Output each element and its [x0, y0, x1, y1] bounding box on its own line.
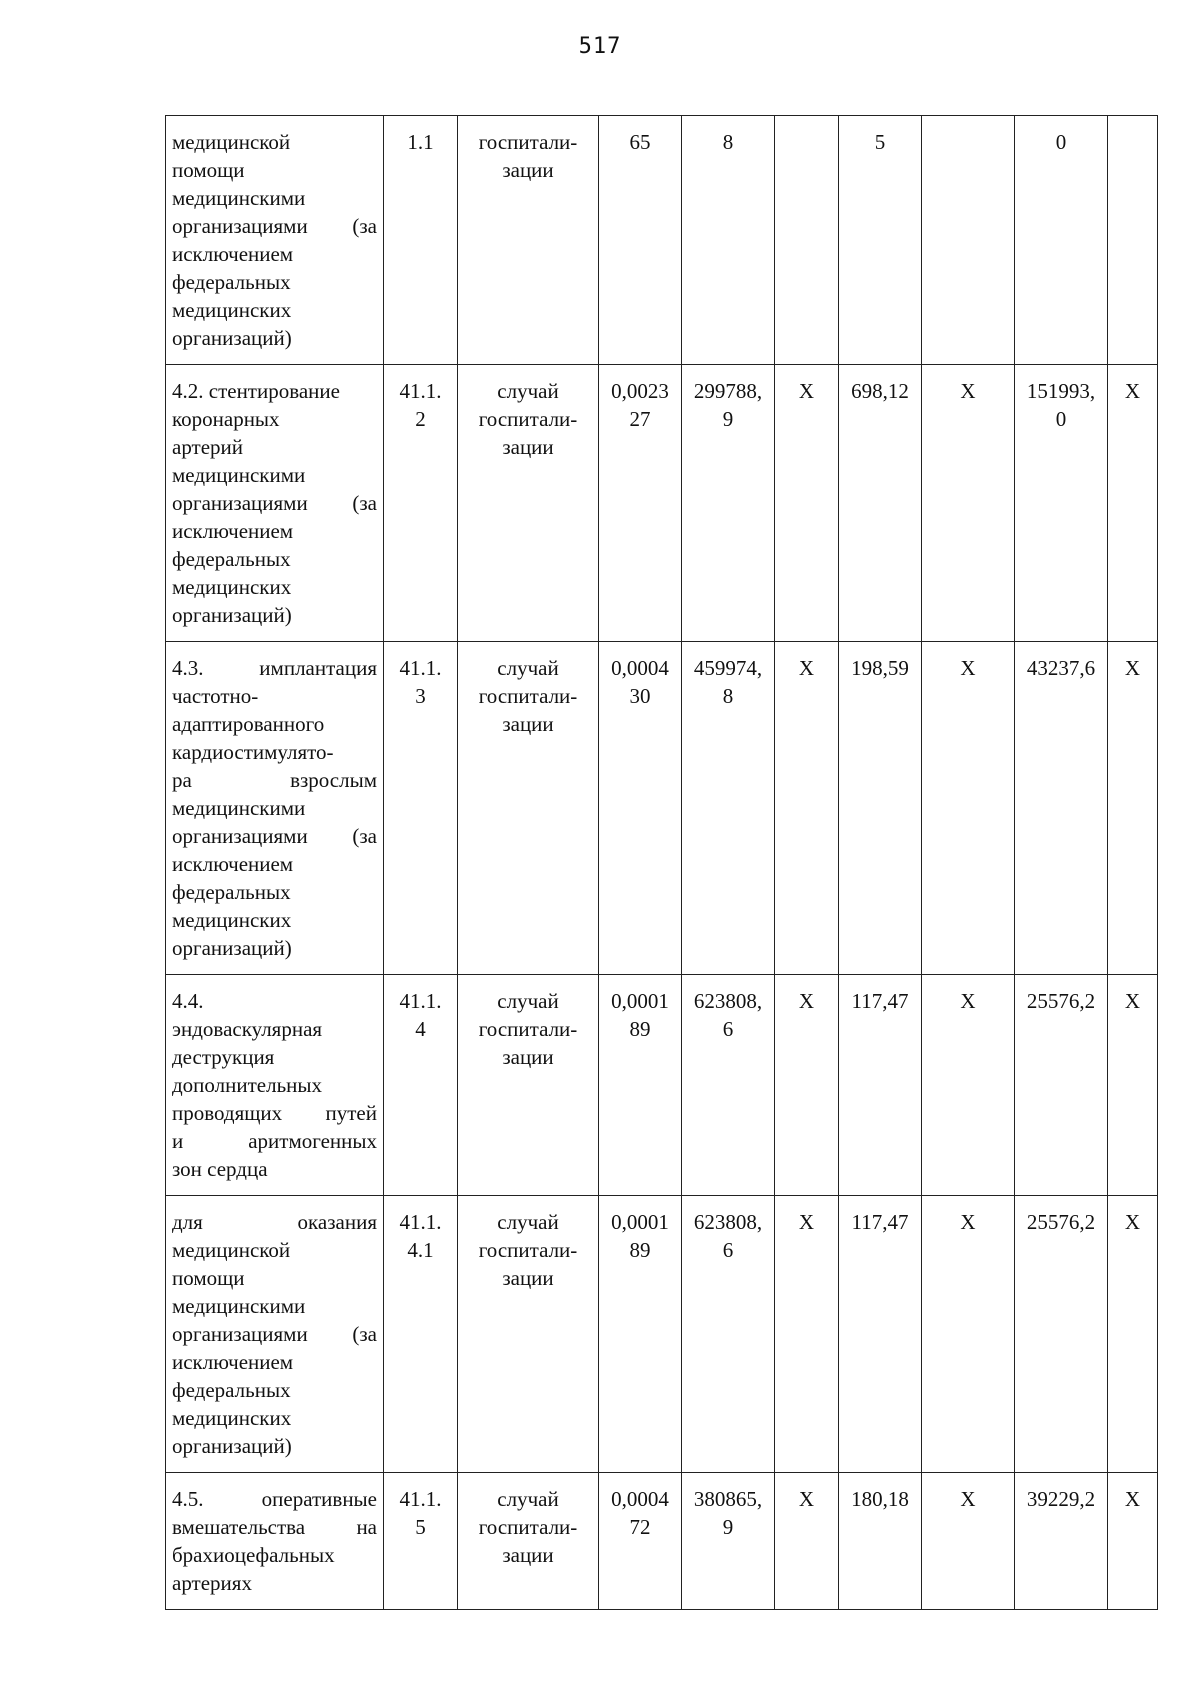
cell-line: 8: [722, 684, 734, 708]
cell-line: медицинских: [172, 298, 292, 322]
oms-per-capita-cell: [839, 975, 922, 1196]
cell-line: 89: [629, 1238, 651, 1262]
cell-line: 0: [1055, 130, 1067, 154]
norm-volume-cell: [599, 1196, 682, 1473]
cell-line: X: [798, 1210, 815, 1234]
cell-line: госпитали-: [478, 1238, 578, 1262]
oms-total-cell: [1015, 975, 1108, 1196]
cell-line: зации: [502, 1045, 554, 1069]
cell-line: 43237,6: [1026, 656, 1096, 680]
row-code-cell: [384, 1196, 458, 1473]
unit-cell: [458, 116, 599, 365]
cell-line: 198,59: [851, 656, 909, 680]
cell-line: 0,0023: [611, 379, 669, 403]
cell-line: медицинской: [172, 1238, 291, 1262]
budget-total-cell: [922, 642, 1015, 975]
table-row: [166, 975, 1158, 1196]
cell-line: федеральных: [172, 880, 291, 904]
cell-line: частотно-: [172, 684, 259, 708]
oms-per-capita-cell: [839, 1473, 922, 1610]
cell-line: 39229,2: [1026, 1487, 1096, 1511]
cell-line: федеральных: [172, 270, 291, 294]
cell-line: зации: [502, 712, 554, 736]
cell-line: исключением: [172, 519, 294, 543]
cell-line: 41.1.: [399, 1487, 442, 1511]
cell-line: случай: [497, 656, 559, 680]
cell-line: зации: [502, 1543, 554, 1567]
norm-volume-cell: [599, 116, 682, 365]
unit-cell: [458, 642, 599, 975]
norm-cost-cell: [682, 1196, 775, 1473]
cell-line: организациями (за: [172, 491, 377, 515]
norm-volume-cell: [599, 365, 682, 642]
cell-line: [781, 128, 832, 156]
cell-line: проводящих путей: [172, 1101, 377, 1125]
cell-line: организаций): [172, 1434, 292, 1458]
cell-line: 41.1.: [399, 379, 442, 403]
cell-line: X: [798, 989, 815, 1013]
row-code-cell: [384, 365, 458, 642]
cell-line: организаций): [172, 603, 292, 627]
cell-line: медицинскими: [172, 463, 306, 487]
share-cell: [1108, 116, 1158, 365]
norm-cost-cell: [682, 975, 775, 1196]
budget-per-capita-cell: [775, 116, 839, 365]
share-cell: [1108, 642, 1158, 975]
cell-line: медицинскими: [172, 1294, 306, 1318]
cell-line: [928, 128, 1008, 156]
oms-total-cell: [1015, 642, 1108, 975]
unit-cell: [458, 1473, 599, 1610]
table-row: [166, 642, 1158, 975]
cell-line: 27: [629, 407, 651, 431]
row-code-cell: [384, 975, 458, 1196]
cell-line: медицинскими: [172, 796, 306, 820]
cell-line: 4.1: [407, 1238, 434, 1262]
budget-per-capita-cell: [775, 642, 839, 975]
cell-line: артериях: [172, 1571, 252, 1595]
table-body: [166, 116, 1158, 1610]
row-code-cell: [384, 642, 458, 975]
cell-line: X: [960, 1487, 976, 1511]
table-row: [166, 1473, 1158, 1610]
oms-per-capita-cell: [839, 116, 922, 365]
cell-line: X: [960, 989, 976, 1013]
cell-line: X: [1124, 656, 1141, 680]
cell-line: X: [1124, 1487, 1141, 1511]
cell-line: X: [1124, 379, 1141, 403]
oms-per-capita-cell: [839, 642, 922, 975]
cell-line: исключением: [172, 852, 294, 876]
cell-line: 623808,: [693, 989, 763, 1013]
cell-line: зации: [502, 435, 554, 459]
norm-cost-cell: [682, 642, 775, 975]
share-cell: [1108, 975, 1158, 1196]
cell-line: медицинских: [172, 575, 292, 599]
cell-line: 25576,2: [1026, 989, 1096, 1013]
cell-line: медицинских: [172, 1406, 292, 1430]
table-row: [166, 1196, 1158, 1473]
service-name-cell: [166, 975, 384, 1196]
budget-per-capita-cell: [775, 1473, 839, 1610]
cell-line: деструкция: [172, 1045, 275, 1069]
cell-line: помощи: [172, 1266, 245, 1290]
cell-line: госпитали-: [478, 1017, 578, 1041]
cell-line: 117,47: [851, 1210, 909, 1234]
cell-line: 4.5. оперативные: [172, 1487, 377, 1511]
cell-line: 698,12: [851, 379, 909, 403]
cell-line: зации: [502, 1266, 554, 1290]
budget-total-cell: [922, 116, 1015, 365]
cell-line: 0,0001: [611, 989, 669, 1013]
budget-total-cell: [922, 1196, 1015, 1473]
cell-line: дополнительных: [172, 1073, 323, 1097]
cell-line: случай: [497, 1210, 559, 1234]
cell-line: организациями (за: [172, 214, 377, 238]
cell-line: случай: [497, 379, 559, 403]
share-cell: [1108, 1196, 1158, 1473]
budget-total-cell: [922, 1473, 1015, 1610]
unit-cell: [458, 1196, 599, 1473]
cell-line: 4.4.: [172, 989, 204, 1013]
cell-line: 5: [415, 1515, 426, 1539]
cell-line: исключением: [172, 1350, 294, 1374]
cell-line: исключением: [172, 242, 294, 266]
cell-line: помощи: [172, 158, 245, 182]
cell-line: вмешательства на: [172, 1515, 377, 1539]
cell-line: 4.3. имплантация: [172, 656, 377, 680]
cell-line: X: [960, 656, 976, 680]
cell-line: 72: [629, 1515, 651, 1539]
service-name-cell: [166, 1473, 384, 1610]
cell-line: брахиоцефальных: [172, 1543, 335, 1567]
cell-line: [1114, 128, 1151, 156]
oms-total-cell: [1015, 365, 1108, 642]
cell-line: 0,0004: [611, 656, 669, 680]
cell-line: 380865,: [693, 1487, 763, 1511]
cell-line: 4: [415, 1017, 426, 1041]
cell-line: организациями (за: [172, 824, 377, 848]
norm-volume-cell: [599, 975, 682, 1196]
oms-per-capita-cell: [839, 1196, 922, 1473]
table-row: [166, 365, 1158, 642]
cell-line: 4.2. стентирование: [172, 379, 340, 403]
cell-line: для оказания: [172, 1210, 377, 1234]
share-cell: [1108, 365, 1158, 642]
budget-per-capita-cell: [775, 365, 839, 642]
cell-line: 2: [415, 407, 426, 431]
cell-line: X: [1124, 1210, 1141, 1234]
cell-line: госпитали-: [478, 1515, 578, 1539]
service-name-cell: [166, 642, 384, 975]
budget-per-capita-cell: [775, 975, 839, 1196]
cell-line: 6: [722, 1017, 734, 1041]
cell-line: эндоваскулярная: [172, 1017, 323, 1041]
cell-line: 299788,: [693, 379, 763, 403]
norm-cost-cell: [682, 1473, 775, 1610]
cell-line: 9: [722, 407, 734, 431]
cell-line: кардиостимулято-: [172, 740, 334, 764]
row-code-cell: [384, 1473, 458, 1610]
service-name-cell: [166, 116, 384, 365]
norm-cost-cell: [682, 365, 775, 642]
cell-line: 41.1.: [399, 1210, 442, 1234]
cell-line: 5: [874, 130, 886, 154]
cell-line: коронарных: [172, 407, 280, 431]
cell-line: 89: [629, 1017, 651, 1041]
cell-line: X: [798, 379, 815, 403]
cell-line: медицинских: [172, 908, 292, 932]
page-number: 517: [578, 34, 622, 59]
cell-line: 25576,2: [1026, 1210, 1096, 1234]
cell-line: зон сердца: [172, 1157, 268, 1181]
cell-line: 151993,: [1026, 379, 1096, 403]
cell-line: медицинской: [172, 130, 291, 154]
cell-line: X: [1124, 989, 1141, 1013]
share-cell: [1108, 1473, 1158, 1610]
unit-cell: [458, 975, 599, 1196]
cell-line: 8: [722, 130, 734, 154]
cell-line: госпитали-: [478, 130, 578, 154]
oms-per-capita-cell: [839, 365, 922, 642]
cell-line: 41.1.: [399, 989, 442, 1013]
cell-line: организациями (за: [172, 1322, 377, 1346]
cell-line: медицинскими: [172, 186, 306, 210]
budget-per-capita-cell: [775, 1196, 839, 1473]
cell-line: госпитали-: [478, 684, 578, 708]
unit-cell: [458, 365, 599, 642]
cell-line: федеральных: [172, 547, 291, 571]
oms-total-cell: [1015, 1473, 1108, 1610]
cell-line: 0,0001: [611, 1210, 669, 1234]
cell-line: адаптированного: [172, 712, 325, 736]
cell-line: госпитали-: [478, 407, 578, 431]
cell-line: 459974,: [693, 656, 763, 680]
oms-total-cell: [1015, 1196, 1108, 1473]
norm-volume-cell: [599, 642, 682, 975]
cell-line: 65: [629, 130, 651, 154]
cell-line: X: [960, 379, 976, 403]
cell-line: 1.1: [407, 130, 434, 154]
cell-line: X: [960, 1210, 976, 1234]
cell-line: артерий: [172, 435, 244, 459]
norm-volume-cell: [599, 1473, 682, 1610]
row-code-cell: [384, 116, 458, 365]
service-name-cell: [166, 1196, 384, 1473]
cell-line: 117,47: [851, 989, 909, 1013]
cell-line: 6: [722, 1238, 734, 1262]
cell-line: 41.1.: [399, 656, 442, 680]
cell-line: 30: [629, 684, 651, 708]
cell-line: случай: [497, 989, 559, 1013]
cell-line: случай: [497, 1487, 559, 1511]
cell-line: федеральных: [172, 1378, 291, 1402]
cell-line: 0,0004: [611, 1487, 669, 1511]
cell-line: 3: [415, 684, 426, 708]
norm-cost-cell: [682, 116, 775, 365]
cell-line: 180,18: [851, 1487, 909, 1511]
budget-total-cell: [922, 365, 1015, 642]
cell-line: и аритмогенных: [172, 1129, 377, 1153]
cell-line: ра взрослым: [172, 768, 377, 792]
cell-line: организаций): [172, 936, 292, 960]
cell-line: X: [798, 656, 815, 680]
cell-line: 623808,: [693, 1210, 763, 1234]
cell-line: организаций): [172, 326, 292, 350]
cell-line: 0: [1055, 407, 1067, 431]
budget-total-cell: [922, 975, 1015, 1196]
oms-total-cell: [1015, 116, 1108, 365]
cell-line: 9: [722, 1515, 734, 1539]
table-row: [166, 116, 1158, 365]
service-name-cell: [166, 365, 384, 642]
tariff-table: [165, 115, 1158, 1610]
cell-line: зации: [502, 158, 554, 182]
cell-line: X: [798, 1487, 815, 1511]
